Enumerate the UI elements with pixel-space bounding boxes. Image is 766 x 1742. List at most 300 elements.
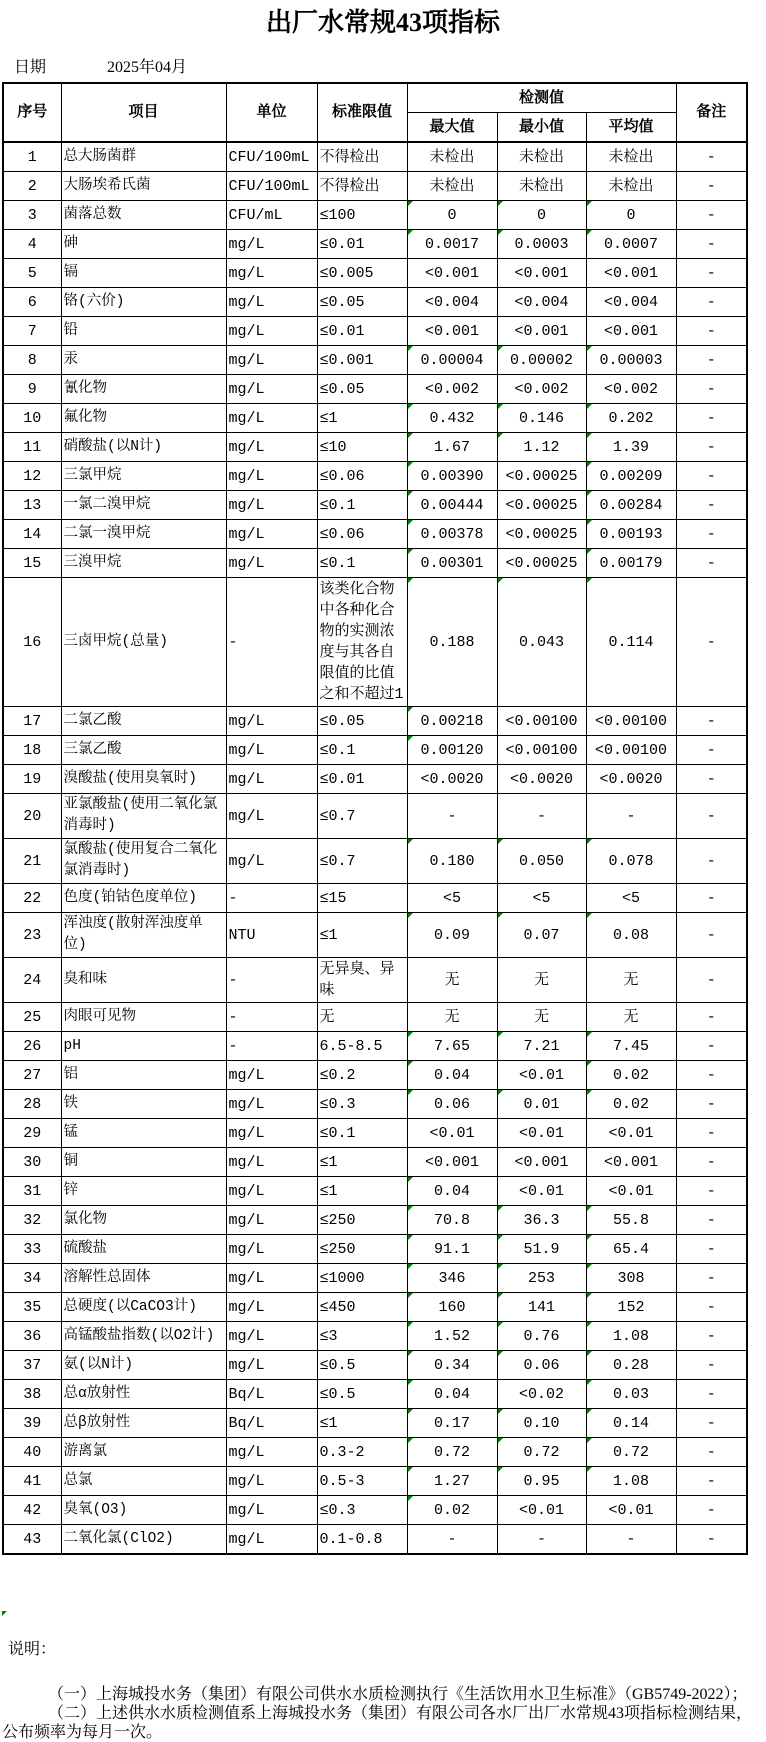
remark: - xyxy=(676,1322,747,1351)
unit: mg/L xyxy=(226,1119,317,1148)
item-name: 色度(铂钴色度单位) xyxy=(61,884,226,913)
unit: mg/L xyxy=(226,549,317,578)
value-max: 0.00218 xyxy=(407,707,497,736)
remark: - xyxy=(676,549,747,578)
item-name: 氯化物 xyxy=(61,1206,226,1235)
item-name: 三溴甲烷 xyxy=(61,549,226,578)
unit: CFU/100mL xyxy=(226,142,317,172)
item-name: 一氯二溴甲烷 xyxy=(61,491,226,520)
value-min: <0.001 xyxy=(497,317,586,346)
item-name: 砷 xyxy=(61,230,226,259)
row-no: 22 xyxy=(3,884,61,913)
value-avg: - xyxy=(586,794,676,839)
unit: mg/L xyxy=(226,1293,317,1322)
remark: - xyxy=(676,736,747,765)
unit: mg/L xyxy=(226,794,317,839)
unit: mg/L xyxy=(226,765,317,794)
remark: - xyxy=(676,142,747,172)
standard-limit: ≤0.01 xyxy=(317,765,407,794)
value-avg: 7.45 xyxy=(586,1032,676,1061)
value-avg: 0.00193 xyxy=(586,520,676,549)
value-avg: 0.00179 xyxy=(586,549,676,578)
remark: - xyxy=(676,1438,747,1467)
unit: mg/L xyxy=(226,230,317,259)
value-avg: - xyxy=(586,1525,676,1555)
remark: - xyxy=(676,288,747,317)
value-min: 253 xyxy=(497,1264,586,1293)
item-name: 臭氧(O3) xyxy=(61,1496,226,1525)
unit: mg/L xyxy=(226,1467,317,1496)
value-min: 0.06 xyxy=(497,1351,586,1380)
table-row xyxy=(3,1206,747,1235)
table-row xyxy=(3,1177,747,1206)
value-min: <0.02 xyxy=(497,1380,586,1409)
row-no: 4 xyxy=(3,230,61,259)
table-row xyxy=(3,707,747,736)
value-avg: 152 xyxy=(586,1293,676,1322)
value-min: 未检出 xyxy=(497,172,586,201)
value-avg: <0.001 xyxy=(586,317,676,346)
item-name: 氰化物 xyxy=(61,375,226,404)
value-max: 0.72 xyxy=(407,1438,497,1467)
row-no: 39 xyxy=(3,1409,61,1438)
value-min: 0.95 xyxy=(497,1467,586,1496)
standard-limit: ≤0.7 xyxy=(317,794,407,839)
unit: mg/L xyxy=(226,1061,317,1090)
remark: - xyxy=(676,1351,747,1380)
row-no: 3 xyxy=(3,201,61,230)
item-name: 菌落总数 xyxy=(61,201,226,230)
remark: - xyxy=(676,1206,747,1235)
table-row xyxy=(3,1061,747,1090)
unit: mg/L xyxy=(226,1177,317,1206)
value-max: <0.004 xyxy=(407,288,497,317)
table-row xyxy=(3,433,747,462)
row-no: 42 xyxy=(3,1496,61,1525)
value-avg: <0.01 xyxy=(586,1119,676,1148)
row-no: 5 xyxy=(3,259,61,288)
value-avg: 0 xyxy=(586,201,676,230)
value-avg: 0.114 xyxy=(586,578,676,707)
value-min: 0.043 xyxy=(497,578,586,707)
table-row xyxy=(3,1032,747,1061)
row-no: 10 xyxy=(3,404,61,433)
table-row xyxy=(3,765,747,794)
value-avg: <0.00100 xyxy=(586,707,676,736)
standard-limit: ≤450 xyxy=(317,1293,407,1322)
value-min: <5 xyxy=(497,884,586,913)
item-name: 三氯甲烷 xyxy=(61,462,226,491)
value-avg: 未检出 xyxy=(586,172,676,201)
standard-limit: 0.3-2 xyxy=(317,1438,407,1467)
table-row xyxy=(3,1322,747,1351)
remark: - xyxy=(676,520,747,549)
item-name: 二氯一溴甲烷 xyxy=(61,520,226,549)
item-name: 总氯 xyxy=(61,1467,226,1496)
notes-section xyxy=(2,1611,766,1742)
remark: - xyxy=(676,707,747,736)
unit: mg/L xyxy=(226,1496,317,1525)
value-min: <0.01 xyxy=(497,1119,586,1148)
cell-flag-icon xyxy=(2,1611,7,1616)
row-no: 18 xyxy=(3,736,61,765)
table-header xyxy=(3,83,747,142)
value-min: 1.12 xyxy=(497,433,586,462)
table-row xyxy=(3,1380,747,1409)
item-name: 氟化物 xyxy=(61,404,226,433)
value-max: 无 xyxy=(407,958,497,1003)
value-min: 0.10 xyxy=(497,1409,586,1438)
value-max: 346 xyxy=(407,1264,497,1293)
row-no: 2 xyxy=(3,172,61,201)
item-name: 三卤甲烷(总量) xyxy=(61,578,226,707)
item-name: 总α放射性 xyxy=(61,1380,226,1409)
value-min: 0.146 xyxy=(497,404,586,433)
remark: - xyxy=(676,1525,747,1555)
unit: - xyxy=(226,1032,317,1061)
indicators-table xyxy=(2,82,748,1555)
value-min: 51.9 xyxy=(497,1235,586,1264)
item-name: 铜 xyxy=(61,1148,226,1177)
unit: mg/L xyxy=(226,259,317,288)
standard-limit: ≤0.3 xyxy=(317,1496,407,1525)
row-no: 43 xyxy=(3,1525,61,1555)
value-avg: 0.0007 xyxy=(586,230,676,259)
remark: - xyxy=(676,201,747,230)
standard-limit: 0.5-3 xyxy=(317,1467,407,1496)
table-row xyxy=(3,1409,747,1438)
value-max: 0 xyxy=(407,201,497,230)
unit: mg/L xyxy=(226,491,317,520)
standard-limit: ≤0.05 xyxy=(317,375,407,404)
value-max: 0.06 xyxy=(407,1090,497,1119)
value-min: <0.00100 xyxy=(497,736,586,765)
value-min: 0.01 xyxy=(497,1090,586,1119)
value-min: 无 xyxy=(497,958,586,1003)
unit: mg/L xyxy=(226,433,317,462)
value-avg: 无 xyxy=(586,958,676,1003)
table-row xyxy=(3,404,747,433)
value-avg: 0.202 xyxy=(586,404,676,433)
table-row xyxy=(3,794,747,839)
unit: mg/L xyxy=(226,839,317,884)
row-no: 16 xyxy=(3,578,61,707)
row-no: 19 xyxy=(3,765,61,794)
standard-limit: ≤1 xyxy=(317,404,407,433)
standard-limit: 0.1-0.8 xyxy=(317,1525,407,1555)
value-min: 无 xyxy=(497,1003,586,1032)
value-avg: <0.0020 xyxy=(586,765,676,794)
date-value: 2025年04月 xyxy=(107,59,188,76)
item-name: 镉 xyxy=(61,259,226,288)
table-row xyxy=(3,230,747,259)
value-min: 7.21 xyxy=(497,1032,586,1061)
notes-body xyxy=(2,1685,766,1742)
table-row xyxy=(3,839,747,884)
value-avg: 0.28 xyxy=(586,1351,676,1380)
table-row xyxy=(3,1438,747,1467)
unit: mg/L xyxy=(226,1148,317,1177)
value-min: 0.00002 xyxy=(497,346,586,375)
row-no: 37 xyxy=(3,1351,61,1380)
table-row xyxy=(3,1003,747,1032)
standard-limit: ≤0.1 xyxy=(317,1119,407,1148)
table-row xyxy=(3,1351,747,1380)
unit: mg/L xyxy=(226,1322,317,1351)
unit: mg/L xyxy=(226,1090,317,1119)
value-min: 未检出 xyxy=(497,142,586,172)
value-min: <0.001 xyxy=(497,259,586,288)
table-row xyxy=(3,142,747,172)
standard-limit: 不得检出 xyxy=(317,172,407,201)
row-no: 38 xyxy=(3,1380,61,1409)
remark: - xyxy=(676,346,747,375)
value-avg: 未检出 xyxy=(586,142,676,172)
table-row xyxy=(3,375,747,404)
remark: - xyxy=(676,317,747,346)
value-min: <0.0020 xyxy=(497,765,586,794)
row-no: 24 xyxy=(3,958,61,1003)
remark: - xyxy=(676,1380,747,1409)
row-no: 25 xyxy=(3,1003,61,1032)
value-avg: <0.002 xyxy=(586,375,676,404)
value-min: <0.00025 xyxy=(497,520,586,549)
standard-limit: ≤1000 xyxy=(317,1264,407,1293)
note-item: （一）上海城投水务（集团）有限公司供水水质检测执行《生活饮用水卫生标准》（GB5749-2022）； xyxy=(48,1686,748,1703)
notes-heading: 说明： xyxy=(8,1641,57,1658)
value-avg: <0.01 xyxy=(586,1177,676,1206)
value-avg: <0.01 xyxy=(586,1496,676,1525)
item-name: 溴酸盐(使用臭氧时) xyxy=(61,765,226,794)
unit: mg/L xyxy=(226,520,317,549)
standard-limit: ≤10 xyxy=(317,433,407,462)
value-max: 1.27 xyxy=(407,1467,497,1496)
row-no: 33 xyxy=(3,1235,61,1264)
unit: mg/L xyxy=(226,707,317,736)
table-row xyxy=(3,346,747,375)
value-avg: 0.02 xyxy=(586,1061,676,1090)
unit: - xyxy=(226,884,317,913)
value-min: 36.3 xyxy=(497,1206,586,1235)
remark: - xyxy=(676,1003,747,1032)
remark: - xyxy=(676,462,747,491)
item-name: 浑浊度(散射浑浊度单位) xyxy=(61,913,226,958)
value-avg: 0.08 xyxy=(586,913,676,958)
item-name: 溶解性总固体 xyxy=(61,1264,226,1293)
value-max: 0.02 xyxy=(407,1496,497,1525)
row-no: 15 xyxy=(3,549,61,578)
header-detection: 检测值 xyxy=(407,83,676,113)
standard-limit: ≤0.5 xyxy=(317,1380,407,1409)
unit: NTU xyxy=(226,913,317,958)
row-no: 36 xyxy=(3,1322,61,1351)
row-no: 14 xyxy=(3,520,61,549)
standard-limit: 不得检出 xyxy=(317,142,407,172)
value-min: - xyxy=(497,794,586,839)
header-max: 最大值 xyxy=(407,113,497,143)
unit: Bq/L xyxy=(226,1409,317,1438)
value-max: 未检出 xyxy=(407,172,497,201)
row-no: 41 xyxy=(3,1467,61,1496)
value-min: <0.00100 xyxy=(497,707,586,736)
value-min: <0.00025 xyxy=(497,491,586,520)
value-min: 141 xyxy=(497,1293,586,1322)
row-no: 30 xyxy=(3,1148,61,1177)
value-max: 0.17 xyxy=(407,1409,497,1438)
table-row xyxy=(3,462,747,491)
unit: CFU/100mL xyxy=(226,172,317,201)
value-max: 未检出 xyxy=(407,142,497,172)
remark: - xyxy=(676,433,747,462)
unit: CFU/mL xyxy=(226,201,317,230)
value-max: <0.001 xyxy=(407,317,497,346)
header-item: 项目 xyxy=(61,83,226,142)
item-name: 氯酸盐(使用复合二氧化氯消毒时) xyxy=(61,839,226,884)
value-min: <0.00025 xyxy=(497,549,586,578)
value-avg: 0.72 xyxy=(586,1438,676,1467)
value-max: <0.0020 xyxy=(407,765,497,794)
value-avg: 0.078 xyxy=(586,839,676,884)
unit: mg/L xyxy=(226,1438,317,1467)
value-avg: <0.001 xyxy=(586,1148,676,1177)
unit: mg/L xyxy=(226,346,317,375)
remark: - xyxy=(676,1061,747,1090)
item-name: 总硬度(以CaCO3计) xyxy=(61,1293,226,1322)
item-name: 锰 xyxy=(61,1119,226,1148)
table-row xyxy=(3,578,747,707)
remark: - xyxy=(676,884,747,913)
value-avg: 1.39 xyxy=(586,433,676,462)
value-max: 0.00444 xyxy=(407,491,497,520)
value-max: 1.52 xyxy=(407,1322,497,1351)
unit: - xyxy=(226,958,317,1003)
remark: - xyxy=(676,1119,747,1148)
item-name: 氨(以N计) xyxy=(61,1351,226,1380)
value-min: <0.01 xyxy=(497,1061,586,1090)
value-max: <0.01 xyxy=(407,1119,497,1148)
value-min: 0.72 xyxy=(497,1438,586,1467)
unit: mg/L xyxy=(226,1264,317,1293)
standard-limit: 6.5-8.5 xyxy=(317,1032,407,1061)
row-no: 8 xyxy=(3,346,61,375)
row-no: 13 xyxy=(3,491,61,520)
table-row xyxy=(3,172,747,201)
unit: mg/L xyxy=(226,1206,317,1235)
value-max: 0.00120 xyxy=(407,736,497,765)
table-row xyxy=(3,491,747,520)
row-no: 40 xyxy=(3,1438,61,1467)
standard-limit: ≤0.7 xyxy=(317,839,407,884)
item-name: 总β放射性 xyxy=(61,1409,226,1438)
value-min: 0.07 xyxy=(497,913,586,958)
item-name: 亚氯酸盐(使用二氧化氯消毒时) xyxy=(61,794,226,839)
value-avg: 308 xyxy=(586,1264,676,1293)
item-name: 高锰酸盐指数(以O2计) xyxy=(61,1322,226,1351)
remark: - xyxy=(676,1148,747,1177)
standard-limit: ≤0.001 xyxy=(317,346,407,375)
item-name: 二氧化氯(ClO2) xyxy=(61,1525,226,1555)
value-avg: 无 xyxy=(586,1003,676,1032)
remark: - xyxy=(676,1293,747,1322)
table-row xyxy=(3,1467,747,1496)
table-row xyxy=(3,317,747,346)
value-max: 0.04 xyxy=(407,1177,497,1206)
value-max: 无 xyxy=(407,1003,497,1032)
table-row xyxy=(3,1496,747,1525)
row-no: 27 xyxy=(3,1061,61,1090)
table-row xyxy=(3,288,747,317)
value-avg: 55.8 xyxy=(586,1206,676,1235)
row-no: 28 xyxy=(3,1090,61,1119)
standard-limit: 无异臭、异味 xyxy=(317,958,407,1003)
row-no: 34 xyxy=(3,1264,61,1293)
water-quality-report xyxy=(0,8,766,1741)
value-max: 0.0017 xyxy=(407,230,497,259)
value-max: 0.00390 xyxy=(407,462,497,491)
standard-limit: ≤0.01 xyxy=(317,317,407,346)
value-max: 70.8 xyxy=(407,1206,497,1235)
value-avg: <0.004 xyxy=(586,288,676,317)
value-max: 0.00301 xyxy=(407,549,497,578)
standard-limit: ≤0.1 xyxy=(317,549,407,578)
item-name: 铬(六价) xyxy=(61,288,226,317)
value-min: 0.0003 xyxy=(497,230,586,259)
standard-limit: ≤15 xyxy=(317,884,407,913)
value-max: - xyxy=(407,794,497,839)
item-name: 二氯乙酸 xyxy=(61,707,226,736)
item-name: 铝 xyxy=(61,1061,226,1090)
standard-limit: ≤0.2 xyxy=(317,1061,407,1090)
item-name: 铅 xyxy=(61,317,226,346)
remark: - xyxy=(676,1409,747,1438)
row-no: 12 xyxy=(3,462,61,491)
row-no: 21 xyxy=(3,839,61,884)
value-avg: 1.08 xyxy=(586,1467,676,1496)
unit: - xyxy=(226,1003,317,1032)
row-no: 35 xyxy=(3,1293,61,1322)
standard-limit: ≤1 xyxy=(317,1409,407,1438)
item-name: 总大肠菌群 xyxy=(61,142,226,172)
standard-limit: ≤0.5 xyxy=(317,1351,407,1380)
unit: mg/L xyxy=(226,462,317,491)
remark: - xyxy=(676,1496,747,1525)
value-avg: 0.00209 xyxy=(586,462,676,491)
standard-limit: ≤1 xyxy=(317,913,407,958)
value-avg: <0.00100 xyxy=(586,736,676,765)
item-name: 硝酸盐(以N计) xyxy=(61,433,226,462)
value-avg: 0.00284 xyxy=(586,491,676,520)
table-row xyxy=(3,1090,747,1119)
remark: - xyxy=(676,1177,747,1206)
value-max: 1.67 xyxy=(407,433,497,462)
standard-limit: ≤0.06 xyxy=(317,462,407,491)
standard-limit: ≤100 xyxy=(317,201,407,230)
date-row xyxy=(14,54,766,76)
row-no: 20 xyxy=(3,794,61,839)
table-row xyxy=(3,1148,747,1177)
remark: - xyxy=(676,913,747,958)
remark: - xyxy=(676,491,747,520)
value-min: <0.01 xyxy=(497,1496,586,1525)
value-avg: 0.02 xyxy=(586,1090,676,1119)
table-row xyxy=(3,549,747,578)
remark: - xyxy=(676,765,747,794)
remark: - xyxy=(676,958,747,1003)
value-avg: 1.08 xyxy=(586,1322,676,1351)
row-no: 7 xyxy=(3,317,61,346)
value-max: 0.180 xyxy=(407,839,497,884)
value-max: 0.34 xyxy=(407,1351,497,1380)
